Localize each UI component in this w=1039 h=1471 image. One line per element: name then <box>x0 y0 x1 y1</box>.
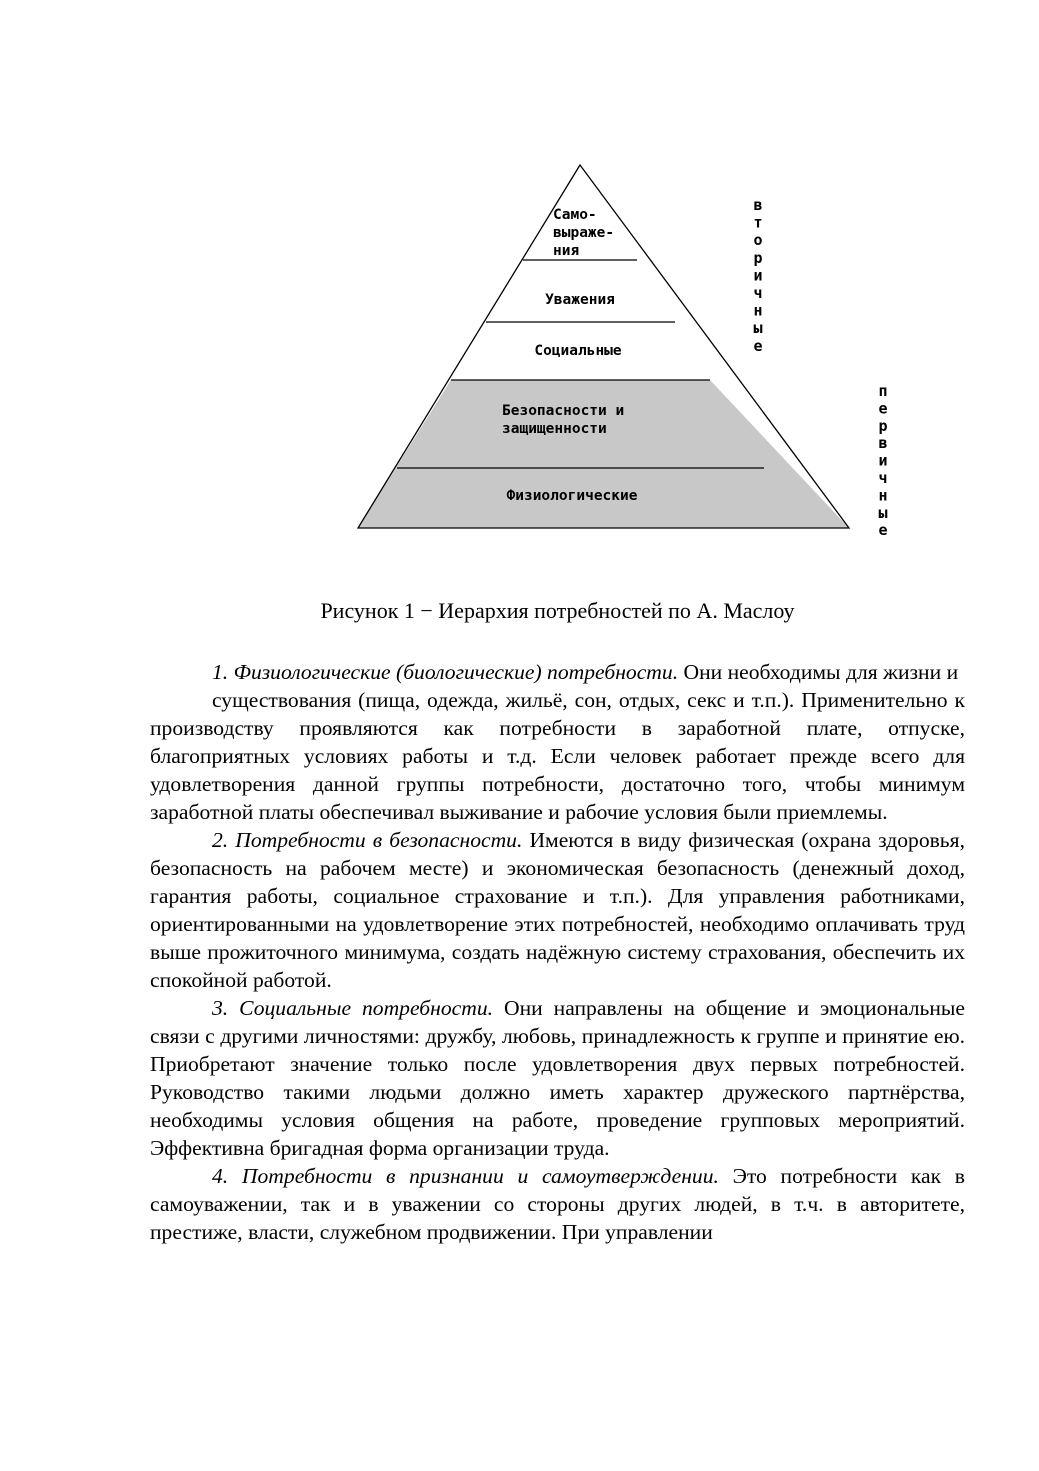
level-label-self-actualization: ния <box>553 243 580 259</box>
paragraph-social <box>150 994 965 1162</box>
figure-caption: Рисунок 1 − Иерархия потребностей по А. Маслоу <box>320 598 795 623</box>
paragraph-physiological-continued: существования (пища, одежда, жильё, сон, отдых, секс и т.п.). Применительно к производству проявляются как потребности в заработной плате, отпуске, благоприятных условиях работы и т.д. Если человек работает прежде всего для удовлетворения данной группы потребности, достаточно того, чтобы минимум заработной платы обеспечивал выживание и рабочие условия были приемлемы. <box>150 688 965 824</box>
level-label-esteem: Уважения <box>545 292 615 308</box>
paragraph-safety <box>150 826 965 994</box>
paragraph-text: Они направлены на общение и эмоциональные связи с другими личностями: дружбу, любовь, принадлежность к группе и принятие ею. Приобретают значение только после удовлетворения двух первых потребностей. Руководство такими людьми должно иметь характер дружеского партнёрства, необходимы условия общения на работе, проведение групповых мероприятий. Эффективна бригадная форма организации труда. <box>150 996 966 1160</box>
secondary-needs-text: в т о р и ч н ы е <box>753 196 763 355</box>
paragraph-text: Это потребности как в самоуважении, так и в уважении со стороны других людей, в т.ч. в авторитете, престиже, власти, служебном продвижении. При управлении <box>150 1164 965 1244</box>
paragraph-text: Имеются в виду физическая (охрана здоровья, безопасность на рабочем месте) и экономическая безопасность (денежный доход, гарантия работы, социальное страхование и т.п.). Для управления работниками, ориентированными на удовлетворение этих потребностей, необходимо оплачивать труд выше прожиточного минимума, создать надёжную систему страхования, обеспечить их спокойной работой. <box>150 828 965 992</box>
secondary-needs-label <box>753 196 762 355</box>
level-label-social: Социальные <box>534 343 622 359</box>
primary-needs-text: п е р в и ч н ы е <box>878 382 888 540</box>
level-label-safety: защищенности <box>502 421 607 437</box>
paragraph-heading: 1. Физиологические (биологические) потребности. <box>212 660 679 684</box>
level-label-self-actualization: выраже- <box>553 225 615 241</box>
paragraph-text: Они необходимы для жизни и <box>678 660 959 684</box>
maslow-pyramid-figure <box>0 0 1039 560</box>
paragraph-physiological <box>150 658 965 686</box>
body-text <box>150 658 965 1246</box>
level-label-physiological: Физиологические <box>506 488 638 504</box>
paragraph-heading: 3. Социальные потребности. <box>212 996 494 1020</box>
paragraph-esteem <box>150 1162 965 1246</box>
paragraph-heading: 4. Потребности в признании и самоутверждении. <box>212 1164 719 1188</box>
level-label-self-actualization: Само- <box>553 207 597 223</box>
paragraph-heading: 2. Потребности в безопасности. <box>212 828 523 852</box>
level-label-safety: Безопасности и <box>502 403 625 419</box>
primary-needs-label <box>878 382 887 539</box>
